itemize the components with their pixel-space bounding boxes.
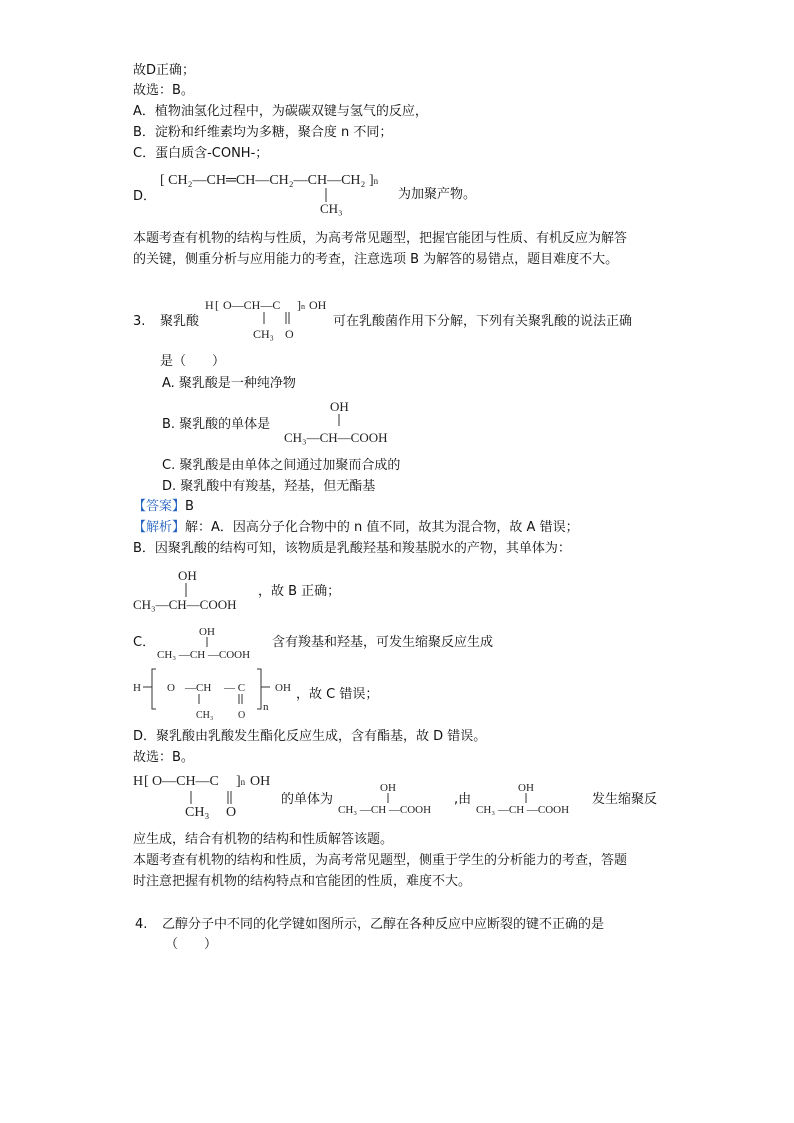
- lactic-main: CH₃ —CH —COOH: [476, 804, 570, 816]
- pla-chain: O—CH—C: [223, 298, 281, 312]
- text-b-explanation: B．淀粉和纤维素均为多糖，聚合度 n 不同；: [133, 125, 393, 140]
- q3-lead: 聚乳酸: [160, 314, 200, 329]
- summary2-line2: 的关键，侧重分析与应用能力的考查，注意选项 B 为解答的易错点，题目难度不大。: [133, 252, 619, 267]
- summary3-line2: 时注意把握有机物的结构特点和官能团的性质，难度不大。: [133, 874, 472, 889]
- poly-h: H: [133, 682, 141, 694]
- option-b: B. 聚乳酸的单体是: [162, 417, 271, 432]
- text-choose-b2: 故选：B。: [133, 750, 194, 765]
- option-c: C. 聚乳酸是由单体之间通过加聚而合成的: [162, 458, 401, 473]
- text-d-correct: 故D正确；: [133, 63, 196, 78]
- text-poly-reaction: 发生缩聚反: [592, 792, 658, 807]
- poly-oh: OH: [275, 682, 291, 694]
- pla-o: O: [226, 805, 237, 820]
- lactic-main: CH₃ —CH —COOH: [338, 804, 432, 816]
- answer-value: B: [185, 499, 194, 514]
- pla-ch3: CH₃: [185, 805, 210, 820]
- text-reaction-end: 应生成，结合有机物的结构和性质解答该题。: [133, 832, 394, 847]
- bracket-right: ]: [368, 173, 374, 188]
- analysis-tag: 【解析】: [133, 520, 186, 535]
- lactic-oh: OH: [178, 568, 197, 583]
- text-a-explanation: A．植物油氢化过程中，为碳碳双键与氢气的反应，: [133, 104, 428, 119]
- q4-paren: （ ）: [165, 937, 218, 952]
- q3-tail: 可在乳酸菌作用下分解，下列有关聚乳酸的说法正确: [333, 314, 633, 329]
- lactic-main: CH₃—CH—COOH: [133, 597, 237, 612]
- subscript-n: n: [263, 701, 269, 713]
- text-c-wrong: ，故 C 错误；: [296, 687, 379, 702]
- poly-c: — C: [224, 682, 246, 694]
- pla-chain: O—CH—C: [152, 774, 219, 789]
- pla-o: O: [285, 327, 294, 341]
- text-d-prefix: D．: [133, 189, 157, 204]
- polymer-chain: CH₂—CH═CH—CH₂—CH—CH₂: [168, 173, 366, 188]
- lactic-main: CH₃ —CH —COOH: [157, 649, 251, 661]
- option-a: A. 聚乳酸是一种纯净物: [162, 376, 296, 391]
- text-monomer: 的单体为: [281, 792, 334, 807]
- summary3-line1: 本题考查有机物的结构和性质，为高考常见题型，侧重于学生的分析能力的考查，答题: [133, 853, 628, 868]
- subscript-n: n: [373, 176, 379, 186]
- pla-ch3: CH₃: [253, 327, 274, 341]
- answer-tag: 【答案】: [133, 499, 186, 514]
- poly-ch: —CH: [185, 682, 212, 694]
- lactic-oh: OH: [380, 782, 396, 794]
- analysis-a: 解：A．因高分子化合物中的 n 值不同，故其为混合物，故 A 错误；: [185, 520, 579, 535]
- bracket-left: [: [160, 173, 165, 188]
- poly-o: O: [167, 682, 175, 694]
- lactic-oh: OH: [199, 626, 215, 638]
- q4-text: 乙醇分子中不同的化学键如图所示，乙醇在各种反应中应断裂的键不正确的是: [162, 917, 605, 932]
- text-c: 含有羧基和羟基，可发生缩聚反应生成: [272, 635, 494, 650]
- text-c-explanation: C．蛋白质含-CONH-；: [133, 146, 269, 161]
- polymer-methyl: CH₃: [320, 201, 343, 216]
- pla-oh: OH: [309, 298, 327, 312]
- pla-oh: OH: [250, 774, 271, 789]
- summary2-line1: 本题考查有机物的结构与性质，为高考常见题型，把握官能团与性质、有机反应为解答: [133, 231, 628, 246]
- lactic-oh: OH: [330, 399, 349, 414]
- text-b-correct: ，故 B 正确；: [258, 584, 341, 599]
- analysis-b: B．因聚乳酸的结构可知，该物质是乳酸羟基和羧基脱水的产物，其单体为：: [133, 541, 571, 556]
- text-comma-you: ,由: [454, 792, 472, 807]
- q3-line2: 是（ ）: [160, 354, 226, 369]
- pla-h: H: [133, 774, 144, 789]
- text-choose-b: 故选：B。: [133, 83, 194, 98]
- q4-number: 4.: [135, 917, 148, 932]
- lactic-oh: OH: [518, 782, 534, 794]
- bond-vertical: [338, 414, 342, 428]
- poly-o2: O: [238, 710, 246, 721]
- pla-h: H: [205, 298, 214, 312]
- analysis-d: D．聚乳酸由乳酸发生酯化反应生成，含有酯基，故 D 错误。: [133, 729, 487, 744]
- text-d-suffix: 为加聚产物。: [398, 187, 477, 202]
- q3-number: 3.: [133, 314, 146, 329]
- lactic-main: CH₃—CH—COOH: [284, 430, 388, 445]
- option-d: D. 聚乳酸中有羧基，羟基，但无酯基: [162, 479, 376, 494]
- text-c-prefix: C．: [133, 635, 156, 650]
- poly-bonds: [198, 694, 248, 708]
- poly-ch3: CH₃: [196, 710, 214, 721]
